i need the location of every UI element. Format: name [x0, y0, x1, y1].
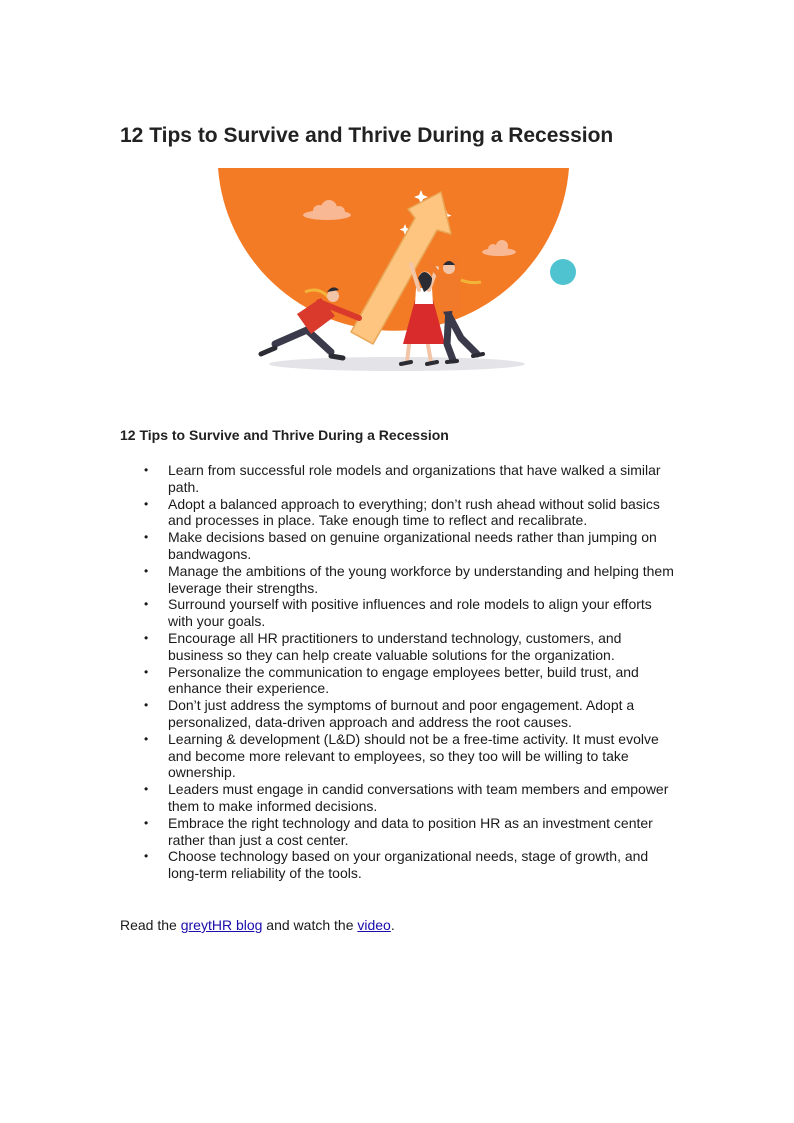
list-item	[144, 596, 678, 630]
bullet-icon: •	[144, 815, 149, 830]
section-heading: 12 Tips to Survive and Thrive During a Recession	[120, 427, 449, 443]
footer-line	[120, 916, 395, 934]
tip-text: Choose technology based on your organizational needs, stage of growth, and long-term reliability of the tools.	[168, 848, 649, 882]
blog-link[interactable]: greytHR blog	[180, 917, 263, 933]
bullet-icon: •	[144, 530, 149, 545]
list-item	[144, 848, 678, 882]
tip-text: Personalize the communication to engage employees better, build trust, and enhance their experience.	[168, 663, 639, 697]
ground-shadow	[269, 357, 525, 371]
bullet-icon: •	[144, 463, 149, 477]
tip-text: Manage the ambitions of the young workforce by understanding and helping them leverage their strengths.	[168, 562, 674, 596]
footer-suffix: .	[390, 917, 395, 933]
bullet-icon: •	[144, 731, 149, 746]
tip-text: Make decisions based on genuine organizational needs rather than jumping on bandwagons.	[168, 529, 657, 562]
dot-shape	[550, 259, 576, 285]
list-item	[144, 781, 678, 815]
video-link[interactable]: video	[357, 917, 391, 933]
bullet-icon: •	[144, 849, 149, 864]
tips-list	[144, 462, 678, 882]
tip-text: Learn from successful role models and organizations that have walked a similar path.	[168, 462, 661, 495]
bullet-icon: •	[144, 563, 149, 578]
list-item	[144, 663, 678, 698]
bullet-icon: •	[144, 664, 149, 679]
bullet-icon: •	[144, 630, 149, 645]
bullet-icon: •	[144, 496, 149, 511]
list-item	[144, 697, 678, 731]
list-item	[144, 629, 678, 664]
footer-middle: and watch the	[262, 917, 358, 933]
tip-text: Embrace the right technology and data to position HR as an investment center rather than just a cost center.	[168, 814, 653, 848]
bullet-icon: •	[144, 597, 149, 612]
bullet-icon: •	[144, 698, 149, 713]
tip-text: Leaders must engage in candid conversations with team members and empower them to make informed decisions.	[168, 781, 669, 814]
tip-text: Learning & development (L&D) should not be a free-time activity. It must evolve and become more relevant to employees, so they too will be willing to take ownership.	[168, 730, 659, 781]
tip-text: Adopt a balanced approach to everything; don’t rush ahead without solid basics and processes in place. Take enough time to reflect and recalibrate.	[168, 495, 660, 529]
list-item	[144, 495, 678, 530]
tip-text: Surround yourself with positive influences and role models to align your efforts with your goals.	[168, 596, 652, 630]
footer-prefix: Read the	[120, 917, 181, 933]
list-item	[144, 730, 678, 781]
growth-arrow-teamwork-illustration	[215, 168, 580, 378]
bullet-icon: •	[144, 782, 149, 797]
list-item	[144, 462, 678, 496]
list-item	[144, 529, 678, 563]
tip-text: Encourage all HR practitioners to understand technology, customers, and business so they can help create valuable solutions for the organization.	[168, 629, 622, 663]
list-item	[144, 562, 678, 597]
page-title: 12 Tips to Survive and Thrive During a Recession	[120, 124, 614, 147]
list-item	[144, 814, 678, 849]
tip-text: Don’t just address the symptoms of burnout and poor engagement. Adopt a personalized, data-driven approach and address the root causes.	[168, 697, 635, 730]
